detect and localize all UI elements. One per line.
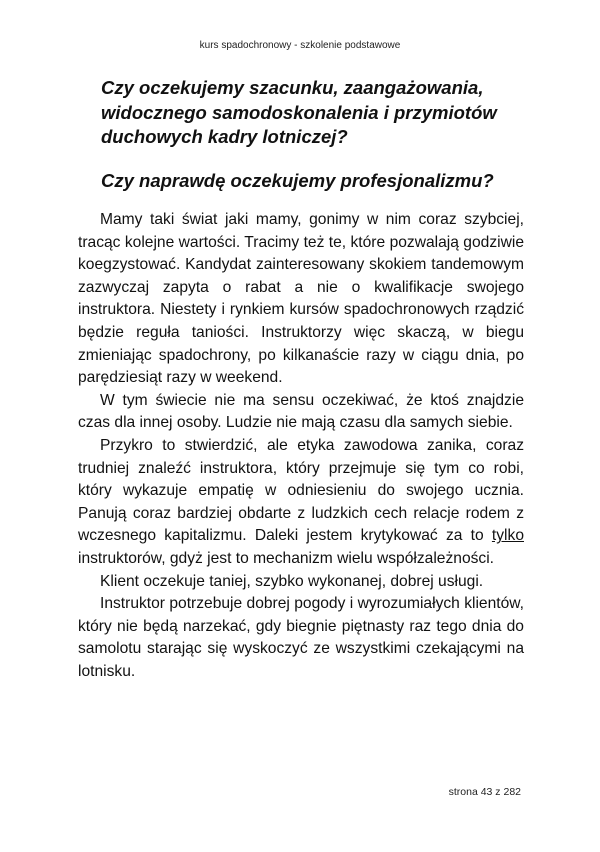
- paragraph-world: Mamy taki świat jaki mamy, gonimy w nim coraz szybciej, tracąc kolejne wartości. Tracimy też te, które pozwalają godziwie koegzystować. Kandydat zainteresowany skokiem tandemowym zazwyczaj zapyta o rabat a nie o kwalifikacje swojego instruktora. Niestety i rynkiem kursów spadochronowych rządzić będzie reguła taniości. Instruktorzy więc skaczą, w biegu zmieniając spadochrony, po kilkanaście razy w ciągu dnia, po parędziesiąt razy w weekend.: [78, 211, 524, 387]
- section-headings: [101, 76, 521, 193]
- running-header: kurs spadochronowy - szkolenie podstawowe: [199, 40, 401, 51]
- paragraph-ethics-part-1: Przykro to stwierdzić, ale etyka zawodowa zanika, coraz trudniej znaleźć instruktora, który przejmuje się tym co robi, który wykazuje empatię w odniesieniu do swojego ucznia. Panują coraz bardziej obdarte z ludzkich cech relacje rodem z wczesnego kapitalizmu. Daleki jestem krytykować za to: [78, 436, 524, 545]
- paragraph-client: Klient oczekuje taniej, szybko wykonanej, dobrej usługi.: [100, 572, 484, 590]
- paragraph-no-time: W tym świecie nie ma sensu oczekiwać, że ktoś znajdzie czas dla innej osoby. Ludzie nie mają czasu dla samych siebie.: [78, 391, 524, 432]
- page-number: strona 43 z 282: [448, 786, 521, 798]
- paragraph-ethics-part-2: instruktorów, gdyż jest to mechanizm wielu współzależności.: [78, 549, 495, 567]
- paragraph-ethics: [78, 435, 524, 571]
- heading-question-professionalism: Czy naprawdę oczekujemy profesjonalizmu?: [101, 169, 494, 191]
- body-text: [78, 209, 524, 683]
- heading-question-respect: Czy oczekujemy szacunku, zaangażowania, widocznego samodoskonalenia i przymiotów duchowych kadry lotniczej?: [101, 77, 497, 147]
- paragraph-instructor: Instruktor potrzebuje dobrej pogody i wyrozumiałych klientów, który nie będą narzekać, gdy biegnie piętnasty raz tego dnia do samolotu starając się wyskoczyć ze wszystkimi czekającymi na lotnisku.: [78, 595, 524, 680]
- underlined-word: tylko: [491, 527, 524, 545]
